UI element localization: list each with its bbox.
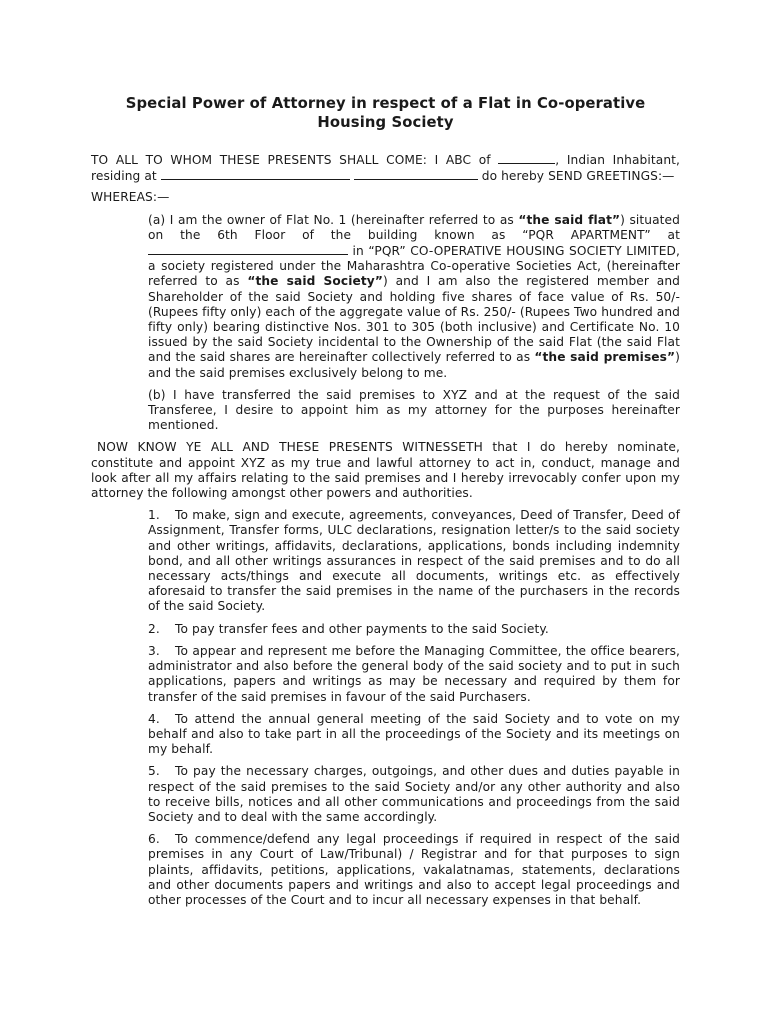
item-text: To attend the annual general meeting of the said Society and to vote on my behalf and also to take part in all the proceedings of the Society and its meetings on my behalf. — [148, 711, 680, 757]
paragraph-b: (b) I have transferred the said premises to XYZ and at the request of the said Transferee, I desire to appoint him as my attorney for the purposes hereinafter mentioned. — [148, 387, 680, 433]
item-number: 1. — [148, 508, 160, 523]
list-item — [148, 508, 680, 614]
para-a-text-4: ) and I am also the registered member and Shareholder of the said Society and holding five shares of face value of Rs. 50/- (Rupees fifty only) each of the aggregate value of Rs. 250/- (Rupees Two hundred and fifty only) bearing distinctive Nos. 301 to 305 (both inclusive) and Certificate No. 10 issued by the said Society incidental to the Ownership of the said Flat (the said Flat and the said shares are hereinafter collectively referred to as — [148, 274, 681, 365]
blank-line — [498, 152, 555, 164]
intro-paragraph — [91, 152, 680, 184]
defined-term-premises: “the said premises” — [534, 350, 676, 365]
item-text: To appear and represent me before the Managing Committee, the office bearers, administrator and also before the general body of the said society and to put in such applications, papers and writings as may be necessary and required by them for transfer of the said premises in favour of the said Purchasers. — [148, 643, 680, 704]
list-item — [148, 622, 680, 637]
item-text: To pay the necessary charges, outgoings, and other dues and duties payable in respect of the said premises to the said Society and/or any other authority and also to receive bills, notices and all other communications and proceedings from the said Society and to deal with the same accordingly. — [148, 764, 680, 824]
para-a-text-2: ) situated on the 6th Floor of the building known as “PQR APARTMENT” at — [148, 212, 680, 242]
document-title — [91, 94, 680, 132]
intro-text-3: do hereby SEND GREETINGS:— — [481, 169, 675, 184]
item-text: To pay transfer fees and other payments to the said Society. — [175, 621, 549, 636]
para-a-text-3: in “PQR” CO-OPERATIVE HOUSING SOCIETY LIMITED, a society registered under the Maharashtra Co-operative Societies Act, (hereinafter referred to as — [148, 244, 680, 289]
list-item — [148, 764, 680, 825]
defined-term-flat: “the said flat” — [518, 212, 621, 227]
paragraph-a — [148, 213, 680, 381]
blank-line — [354, 168, 478, 180]
item-number: 2. — [148, 621, 160, 636]
whereas-heading: WHEREAS:— — [91, 190, 170, 205]
para-a-text-5: ) and the said premises exclusively belong to me. — [148, 350, 680, 380]
now-know-paragraph: NOW KNOW YE ALL AND THESE PRESENTS WITNESSETH that I do hereby nominate, constitute and appoint XYZ as my true and lawful attorney to act in, conduct, manage and look after all my affairs relating to the said premises and I hereby irrevocably confer upon my attorney the following amongst other powers and authorities. — [91, 440, 680, 501]
title-line-2: Housing Society — [317, 114, 454, 131]
item-text: To commence/defend any legal proceedings if required in respect of the said premises in any Court of Law/Tribunal) / Registrar and for that purposes to sign plaints, affidavits, petitions, applications, vakalatnamas, statements, declarations and other documents papers and writings and also to accept legal proceedings and other processes of the Court and to incur all necessary expenses in that behalf. — [148, 832, 680, 907]
intro-text-2: , Indian Inhabitant, residing at — [91, 153, 681, 184]
para-a-text-1: (a) I am the owner of Flat No. 1 (hereinafter referred to as — [148, 212, 519, 227]
item-number: 4. — [148, 711, 160, 726]
list-item — [148, 644, 680, 705]
item-number: 6. — [148, 832, 160, 847]
item-number: 3. — [148, 643, 160, 658]
list-item — [148, 712, 680, 758]
intro-text-1: TO ALL TO WHOM THESE PRESENTS SHALL COME: I ABC of — [91, 153, 491, 167]
list-item — [148, 832, 680, 908]
title-line-1: Special Power of Attorney in respect of a Flat in Co-operative — [125, 95, 646, 112]
defined-term-society: “the said Society” — [247, 274, 383, 289]
blank-line — [148, 243, 348, 255]
blank-line — [161, 168, 350, 180]
item-text: To make, sign and execute, agreements, conveyances, Deed of Transfer, Deed of Assignment, Transfer forms, ULC declarations, resignation letter/s to the said society and other writings, affidavits, declarations, applications, bonds including indemnity bond, and all other writings assurances in respect of the said premises and to do all necessary acts/things and execute all documents, writings etc. as effectively aforesaid to transfer the said premises in the name of the purchasers in the records of the said Society. — [148, 508, 680, 614]
item-number: 5. — [148, 764, 160, 779]
powers-list — [91, 508, 680, 908]
